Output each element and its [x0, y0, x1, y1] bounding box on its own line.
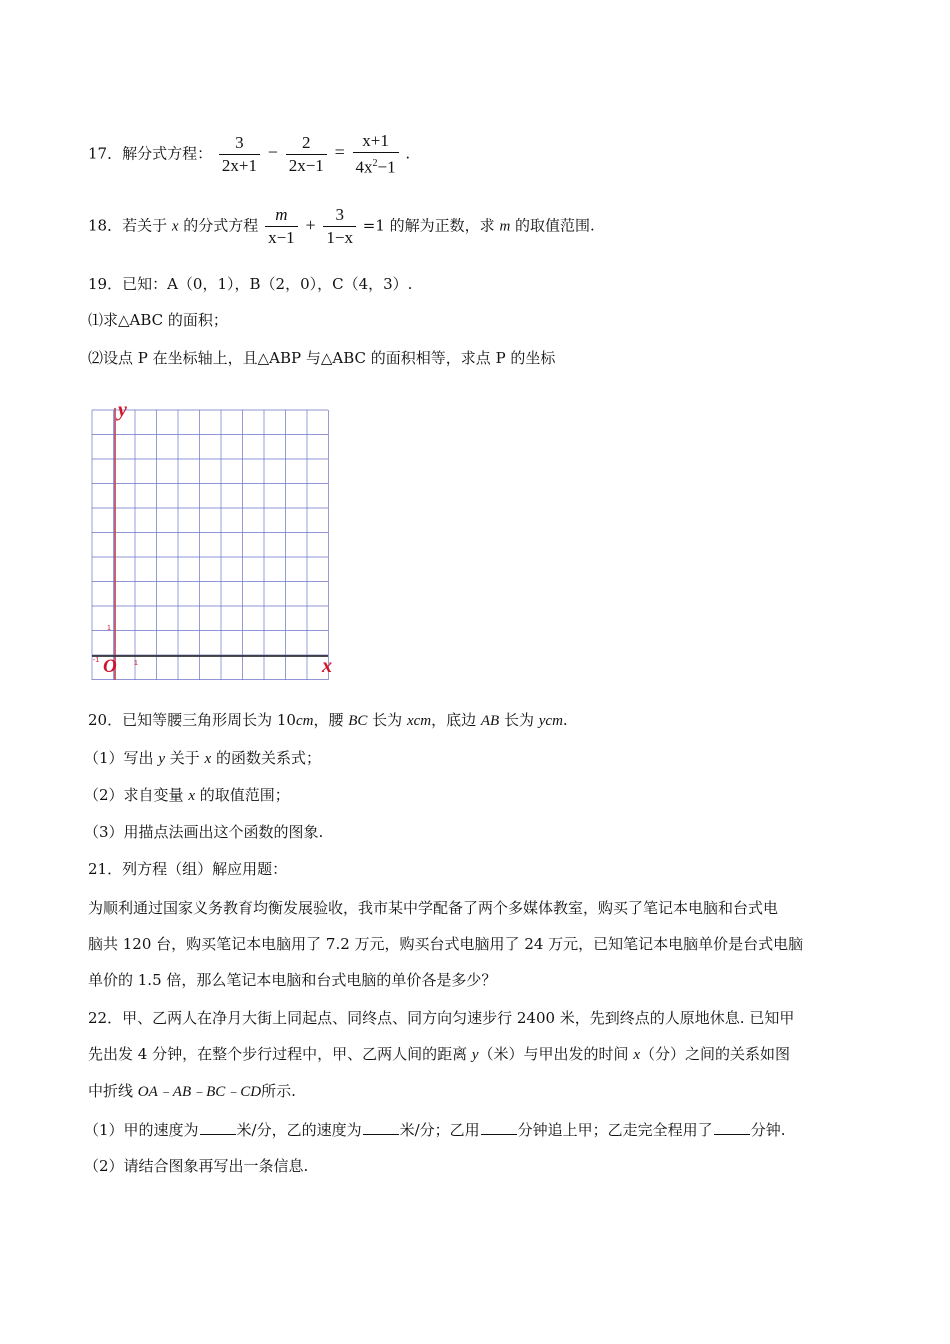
answer-blank-4[interactable] [714, 1120, 750, 1135]
q17-line [88, 130, 410, 179]
answer-blank-2[interactable] [363, 1120, 399, 1135]
q17-prefix: 17．解分式方程： [88, 144, 213, 163]
q17-minus: − [267, 142, 278, 163]
answer-blank-1[interactable] [200, 1120, 236, 1135]
tick-label-neg: -1 [93, 657, 100, 664]
grid-lines [92, 410, 329, 680]
q21-line1: 为顺利通过国家义务教育均衡发展验收，我市某中学配备了两个多媒体教室，购买了笔记本电脑和台式电 [88, 899, 779, 917]
q21-stem: 21．列方程（组）解应用题： [88, 860, 288, 878]
q17-fraction-3: $\frac{x+1}{4x^2-1}$ [353, 130, 399, 179]
q19-part1: ⑴求△ABC 的面积； [88, 311, 228, 329]
q19-part2: ⑵设点 P 在坐标轴上，且△ABP 与△ABC 的面积相等，求点 P 的坐标 [88, 349, 556, 367]
q17-suffix: . [405, 144, 411, 163]
q22-part2: （2）请结合图象再写出一条信息. [84, 1157, 309, 1175]
origin-label: O [103, 656, 117, 677]
q22-line2: 先出发 4 分钟，在整个步行过程中，甲、乙两人间的距离 y（米）与甲出发的时间 x（分）之间的关系如图 [88, 1045, 790, 1063]
q18-line: 18．若关于 x 的分式方程 $\frac{m}{x-1}$ + $\frac{3}{1-x}$ =1 的解为正数，求 m 的取值范围. [88, 205, 595, 247]
q21-line2: 脑共 120 台，购买笔记本电脑用了 7.2 万元，购买台式电脑用了 24 万元，已知笔记本电脑单价是台式电脑 [88, 935, 804, 953]
tick-label-x: 1 [134, 660, 138, 667]
q17-fraction-2: $\frac{2}{2x-1}$ [286, 132, 327, 177]
tick-label-y: 1 [107, 625, 111, 632]
coordinate-grid [80, 398, 336, 684]
q22-line3: 中折线 OA﹣AB﹣BC﹣CD所示. [88, 1082, 296, 1100]
x-axis-label: x [322, 655, 332, 677]
q22-part1: （1）甲的速度为 米/分，乙的速度为 米/分；乙用 分钟追上甲；乙走完全程用了 分钟. [84, 1121, 786, 1139]
q18-fraction-1: $\frac{m}{x-1}$ [265, 204, 298, 249]
y-axis-label: y [118, 399, 127, 421]
q20-part3: （3）用描点法画出这个函数的图象. [84, 823, 324, 841]
q20-stem: 20．已知等腰三角形周长为 10cm，腰 BC 长为 xcm，底边 AB 长为 ycm. [88, 711, 568, 729]
q21-line3: 单价的 1.5 倍，那么笔记本电脑和台式电脑的单价各是多少？ [88, 971, 497, 989]
q17-equals: = [334, 142, 345, 163]
q19-stem: 19．已知：A（0，1），B（2，0），C（4，3）. [88, 275, 413, 293]
q22-line1: 22．甲、乙两人在净月大街上同起点、同终点、同方向匀速步行 2400 米，先到终点的人原地休息. 已知甲 [88, 1009, 795, 1027]
q18-fraction-2: $\frac{3}{1-x}$ [323, 204, 356, 249]
answer-blank-3[interactable] [481, 1120, 517, 1135]
q17-fraction-1: $\frac{3}{2x+1}$ [219, 132, 260, 177]
q20-part2: （2）求自变量 x 的取值范围； [84, 786, 290, 804]
q20-part1: （1）写出 y 关于 x 的函数关系式； [84, 749, 321, 767]
